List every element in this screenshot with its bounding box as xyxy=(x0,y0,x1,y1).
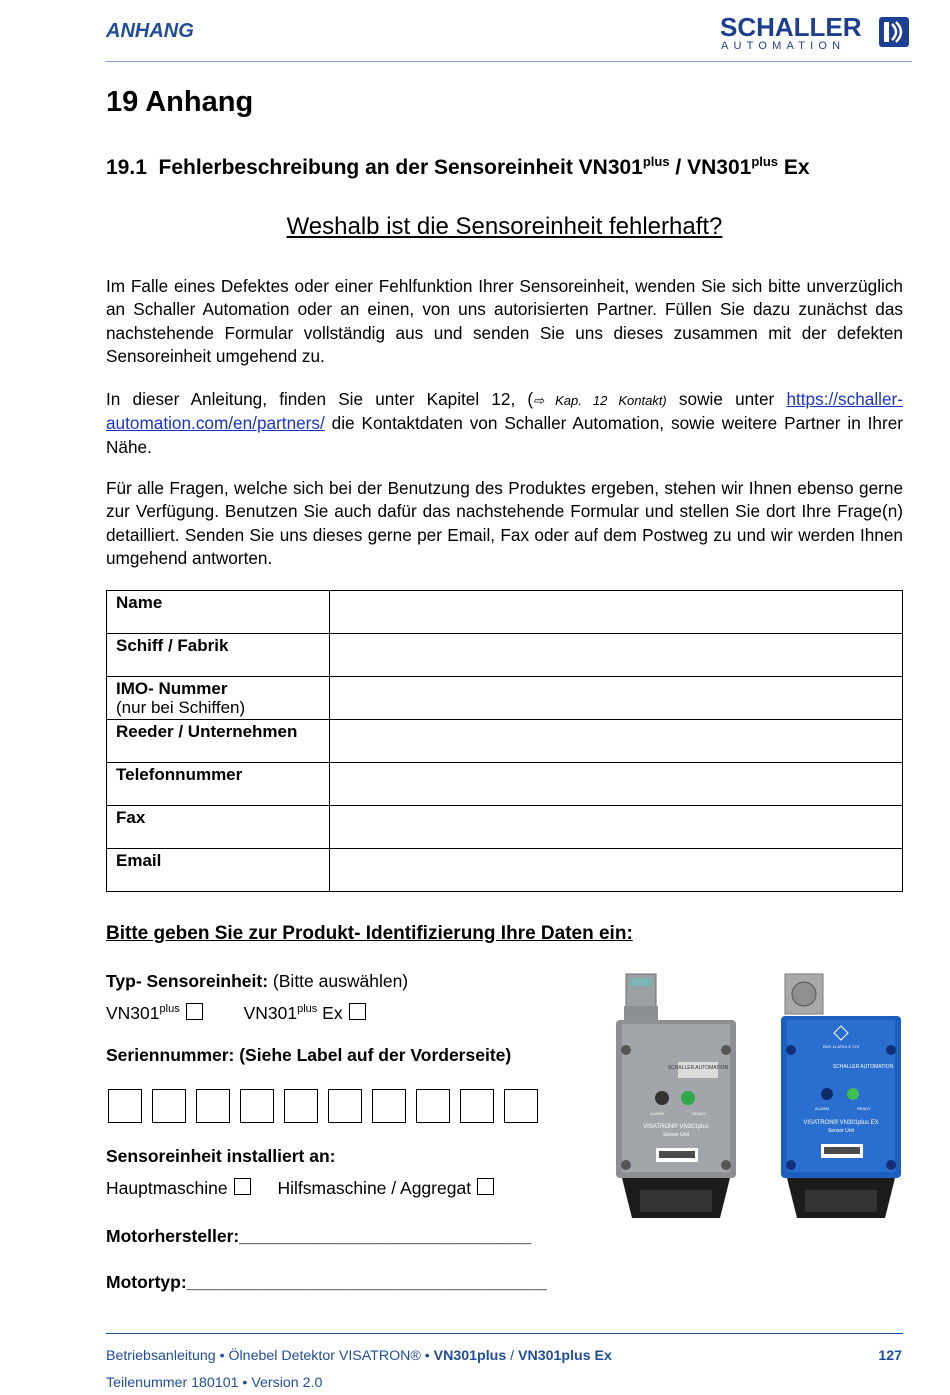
form-row xyxy=(107,720,903,763)
form-row-label-cell xyxy=(107,677,330,720)
option-vn301plus-ex-sup: plus xyxy=(297,1003,318,1016)
subsection-heading xyxy=(106,154,810,180)
form-row xyxy=(107,677,903,720)
sensor-type-label: Typ- Sensoreinheit: xyxy=(106,971,269,991)
form-row-input-cell[interactable] xyxy=(330,634,903,677)
option-vn301plus-ex-label: VN301 xyxy=(243,1003,298,1023)
form-row-label: Fax xyxy=(116,808,146,827)
sensor-type-row xyxy=(106,971,408,992)
form-row-input-cell[interactable] xyxy=(330,806,903,849)
contact-paragraph xyxy=(106,388,903,459)
sensor1-sub: Sensor Unit xyxy=(662,1132,690,1138)
chapter-reference[interactable]: ⇨ Kap. 12 Kontakt) xyxy=(533,393,667,408)
form-row-label: Reeder / Unternehmen xyxy=(116,722,298,741)
checkbox-main-engine[interactable] xyxy=(234,1178,251,1195)
serial-digit-box[interactable] xyxy=(108,1089,142,1123)
header-section-title: ANHANG xyxy=(106,20,194,42)
sensor1-name: VISATRON® VN301plus xyxy=(643,1124,709,1130)
logo-text-top: SCHALLER xyxy=(720,12,862,42)
form-row xyxy=(107,849,903,892)
form-row xyxy=(107,591,903,634)
footer-divider xyxy=(106,1333,903,1334)
subsection-sup-a: plus xyxy=(642,154,670,169)
contact-text-mid: sowie unter xyxy=(666,389,787,409)
sensor1-ready: READY xyxy=(692,1111,706,1116)
form-row xyxy=(107,806,903,849)
sensor2-name: VISATRON® VN301plus EX xyxy=(803,1120,879,1126)
checkbox-aux-engine[interactable] xyxy=(477,1178,494,1195)
form-row-input-cell[interactable] xyxy=(330,591,903,634)
sensor-image-vn301plus-ex xyxy=(777,970,905,1232)
serial-digit-box[interactable] xyxy=(460,1089,494,1123)
footer-doc-title: Betriebsanleitung • Ölnebel Detektor VISATRON® • xyxy=(106,1348,434,1364)
sensor-type-hint: (Bitte auswählen) xyxy=(268,971,409,991)
installed-on-options xyxy=(106,1178,494,1199)
header-divider xyxy=(106,61,912,62)
subsection-sup-b: plus xyxy=(751,154,779,169)
form-row-label: Email xyxy=(116,851,162,870)
footer-model-1: VN301plus xyxy=(433,1348,507,1364)
partners-link[interactable]: https://schaller-automation.com/en/partners/ xyxy=(106,389,903,434)
option-vn301plus-ex-suffix: Ex xyxy=(317,1003,343,1023)
sensor2-brand: SCHALLER AUTOMATION xyxy=(832,1064,894,1070)
engine-type-field[interactable]: Motortyp:_____________________________________ xyxy=(106,1272,547,1292)
serial-digit-box[interactable] xyxy=(284,1089,318,1123)
serial-digit-box[interactable] xyxy=(152,1089,186,1123)
option-main-engine-label: Hauptmaschine xyxy=(106,1178,228,1198)
sensor-type-options xyxy=(106,1003,366,1024)
form-row-label-cell xyxy=(107,763,330,806)
sensor1-alarm: ALARM xyxy=(650,1111,664,1116)
form-row-input-cell[interactable] xyxy=(330,849,903,892)
form-row-label: Telefonnummer xyxy=(116,765,243,784)
sensor1-brand: SCHALLER AUTOMATION xyxy=(667,1065,729,1071)
logo-mark-icon xyxy=(878,16,910,48)
form-row xyxy=(107,763,903,806)
sensor2-ready: READY xyxy=(857,1106,871,1111)
sensor2-sub: Sensor Unit xyxy=(827,1128,855,1134)
footer-separator: / xyxy=(506,1348,519,1364)
form-row-note: (nur bei Schiffen) xyxy=(116,698,246,717)
footer-line-2: Teilenummer 180101 • Version 2.0 xyxy=(106,1375,323,1391)
form-row-input-cell[interactable] xyxy=(330,763,903,806)
questions-paragraph: Für alle Fragen, welche sich bei der Benutzung des Produktes ergeben, stehen wir Ihnen ebenso gerne zur Verfügung. Benutzen Sie auch dafür das nachstehende Formular und stellen Sie dort Ihre Frage(n) detailliert. Senden Sie uns dieses gerne per Email, Fax oder auf dem Postweg zu und wir werden Ihnen umgehend antworten. xyxy=(106,478,903,569)
sensor2-cert: BVS 11 ATEX E 175 xyxy=(823,1044,859,1049)
form-row-label-cell xyxy=(107,634,330,677)
serial-number-boxes xyxy=(108,1089,538,1123)
serial-number-label: Seriennummer: (Siehe Label auf der Vorderseite) xyxy=(106,1045,512,1065)
form-row-input-cell[interactable] xyxy=(330,677,903,720)
serial-digit-box[interactable] xyxy=(416,1089,450,1123)
checkbox-vn301plus-ex[interactable] xyxy=(349,1003,366,1020)
engine-maker-field[interactable]: Motorhersteller:______________________________ xyxy=(106,1226,532,1246)
option-aux-engine-label: Hilfsmaschine / Aggregat xyxy=(277,1178,472,1198)
subsection-text-a: Fehlerbeschreibung an der Sensoreinheit VN301 xyxy=(158,156,643,179)
form-row-label: Name xyxy=(116,593,163,612)
subsection-text-c: Ex xyxy=(778,156,810,179)
serial-digit-box[interactable] xyxy=(328,1089,362,1123)
installed-on-label: Sensoreinheit installiert an: xyxy=(106,1146,336,1166)
page-title: 19 Anhang xyxy=(106,86,254,118)
form-row-label: Schiff / Fabrik xyxy=(116,636,229,655)
subsection-number: 19.1 xyxy=(106,156,147,179)
form-row-input-cell[interactable] xyxy=(330,720,903,763)
option-vn301plus-label: VN301 xyxy=(106,1003,160,1023)
serial-digit-box[interactable] xyxy=(196,1089,230,1123)
serial-digit-box[interactable] xyxy=(372,1089,406,1123)
form-row-label: IMO- Nummer xyxy=(116,679,228,698)
contact-form-table xyxy=(106,590,903,892)
form-row-label-cell xyxy=(107,849,330,892)
form-row-label-cell xyxy=(107,720,330,763)
intro-paragraph: Im Falle eines Defektes oder einer Fehlfunktion Ihrer Sensoreinheit, wenden Sie sich bitte unverzüglich an Schaller Automation oder an einen, von uns autorisierten Partner. Füllen Sie dazu zunächst das nachstehende Formular vollständig aus und senden Sie uns dieses zusammen mit der defekten Sensoreinheit umgehend zu. xyxy=(106,276,903,367)
logo-text-bottom: AUTOMATION xyxy=(721,40,846,52)
contact-text-before: In dieser Anleitung, finden Sie unter Kapitel 12, ( xyxy=(106,389,534,409)
footer-line-1 xyxy=(106,1348,612,1364)
form-row-label-cell xyxy=(107,806,330,849)
serial-digit-box[interactable] xyxy=(240,1089,274,1123)
footer-model-2: VN301plus Ex xyxy=(518,1348,612,1364)
form-row xyxy=(107,634,903,677)
page-number: 127 xyxy=(878,1348,902,1364)
contact-text-after: die Kontaktdaten von Schaller Automation, sowie weitere Partner in Ihrer Nähe. xyxy=(106,413,903,457)
schaller-logo xyxy=(720,14,912,50)
product-id-heading: Bitte geben Sie zur Produkt- Identifizierung Ihre Daten ein: xyxy=(106,923,633,944)
serial-digit-box[interactable] xyxy=(504,1089,538,1123)
subsection-text-b: / VN301 xyxy=(669,156,752,179)
checkbox-vn301plus[interactable] xyxy=(186,1003,203,1020)
question-subtitle: Weshalb ist die Sensoreinheit fehlerhaft? xyxy=(286,213,723,240)
option-vn301plus-sup: plus xyxy=(159,1003,180,1016)
sensor2-alarm: ALARM xyxy=(815,1106,829,1111)
sensor-image-vn301plus xyxy=(612,970,740,1232)
form-row-label-cell xyxy=(107,591,330,634)
